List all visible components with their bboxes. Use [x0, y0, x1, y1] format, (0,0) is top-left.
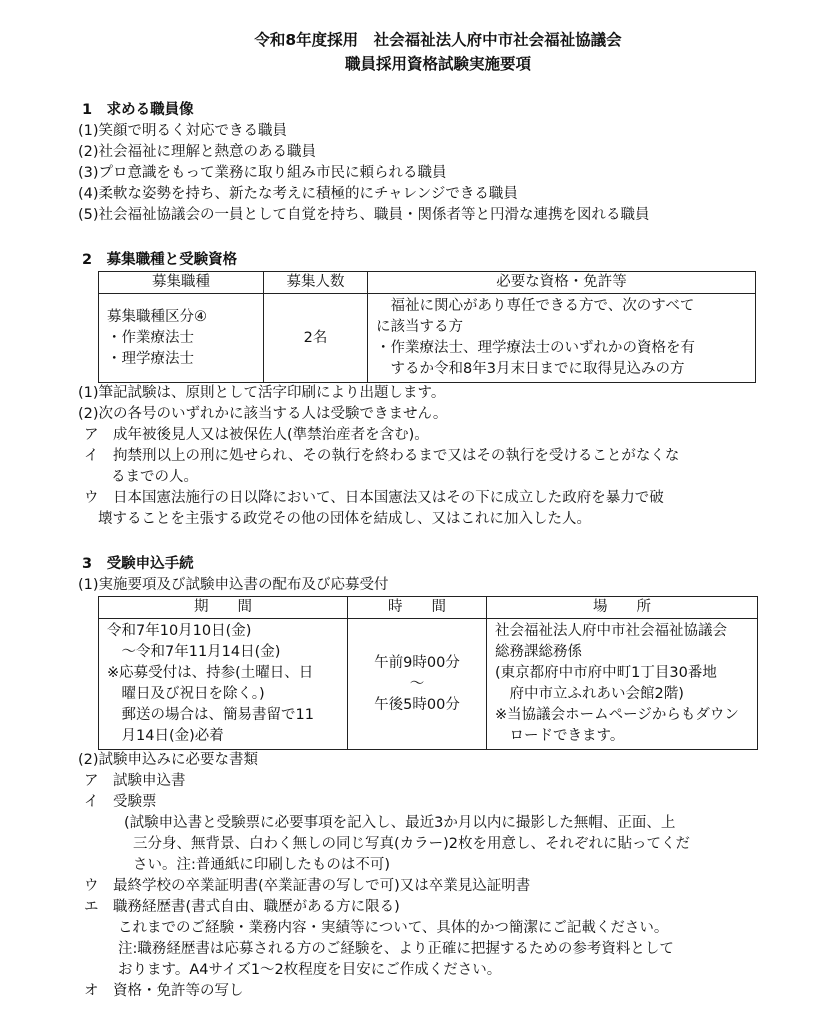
- section-2-heading: 2 募集職種と受験資格: [82, 252, 238, 268]
- period-line-5: 郵送の場合は、簡易書留で11: [107, 707, 314, 723]
- exam-note-2: (2)次の各号のいずれかに該当する人は受験できません。: [78, 406, 448, 422]
- recruitment-table: [98, 271, 756, 383]
- col-header-count: 募集人数: [264, 272, 368, 294]
- place-line-2: 総務課総務係: [495, 644, 582, 660]
- section-1-item-3: (3)プロ意識をもって業務に取り組み市民に頼られる職員: [78, 165, 447, 181]
- period-line-1: 令和7年10月10日(金): [107, 623, 252, 639]
- place-cell: [487, 619, 758, 750]
- job-type-ot: ・作業療法士: [107, 329, 194, 346]
- document-o: オ 資格・免許等の写し: [84, 983, 244, 999]
- section-3-sub-1: (1)実施要項及び試験申込書の配布及び応募受付: [78, 577, 389, 593]
- time-separator: ～: [409, 675, 425, 692]
- application-table-header-row: [99, 597, 758, 619]
- section-1-item-2: (2)社会福祉に理解と熱意のある職員: [78, 144, 317, 160]
- disqualification-i-line-1: イ 拘禁刑以上の刑に処せられ、その執行を終わるまで又はその執行を受けることがなくな: [84, 448, 680, 464]
- disqualification-u-line-2: 壊することを主張する政党その他の団体を結成し、又はこれに加入した人。: [98, 511, 591, 527]
- document-i-note-line-2: 三分身、無背景、白わく無しの同じ写真(カラー)2枚を用意し、それぞれに貼ってくだ: [133, 836, 691, 852]
- document-u: ウ 最終学校の卒業証明書(卒業証書の写しで可)又は卒業見込証明書: [84, 878, 531, 894]
- document-page: [78, 28, 778, 1002]
- col-header-job-type: 募集職種: [99, 272, 264, 294]
- period-line-3: ※応募受付は、持参(土曜日、日: [107, 665, 314, 681]
- period-cell: [99, 619, 348, 750]
- col-header-time: 時 間: [348, 597, 487, 619]
- section-1-item-4: (4)柔軟な姿勢を持ち、新たな考えに積極的にチャレンジできる職員: [78, 186, 518, 202]
- disqualification-i-line-2: るまでの人。: [111, 469, 198, 485]
- time-end: 午後5時00分: [374, 696, 460, 713]
- document-i-note-line-3: さい。注:普通紙に印刷したものは不可): [133, 857, 391, 873]
- application-table-row: [99, 619, 758, 750]
- section-3-heading: 3 受験申込手続: [82, 556, 194, 572]
- job-type-cell: [99, 294, 264, 383]
- title-line-1: 令和8年度採用 社会福祉法人府中市社会福祉協議会: [254, 31, 622, 49]
- document-e-line-2: 注:職務経歴書は応募される方のご経験を、より正確に把握するための参考資料として: [118, 941, 674, 957]
- section-1-item-5: (5)社会福祉協議会の一員として自覚を持ち、職員・関係者等と円滑な連携を図れる職員: [78, 207, 650, 223]
- document-e-line-1: これまでのご経験・業務内容・実績等について、具体的かつ簡潔にご記載ください。: [118, 920, 669, 936]
- period-line-2: ～令和7年11月14日(金): [107, 644, 281, 660]
- requirement-line-2: に該当する方: [376, 319, 463, 335]
- title-line-2: 職員採用資格試験実施要項: [344, 55, 531, 73]
- document-e-line-3: おります。A4サイズ1～2枚程度を目安にご作成ください。: [118, 962, 502, 978]
- requirements-cell: [368, 294, 756, 383]
- section-3-sub-2: (2)試験申込みに必要な書類: [78, 752, 259, 768]
- job-type-category: 募集職種区分④: [107, 308, 207, 325]
- requirement-line-1: 福祉に関心があり専任できる方で、次のすべて: [376, 298, 695, 314]
- section-1-heading: 1 求める職員像: [82, 102, 194, 118]
- document-i-note-line-1: (試験申込書と受験票に必要事項を記入し、最近3か月以内に撮影した無帽、正面、上: [124, 815, 676, 831]
- requirement-line-3: ・作業療法士、理学療法士のいずれかの資格を有: [376, 340, 695, 356]
- period-line-6: 月14日(金)必着: [107, 728, 224, 744]
- place-line-4: 府中市立ふれあい会館2階): [495, 686, 684, 702]
- col-header-place: 場 所: [487, 597, 758, 619]
- document-title: [98, 28, 778, 76]
- disqualification-a: ア 成年被後見人又は被保佐人(準禁治産者を含む)。: [84, 427, 429, 443]
- recruitment-table-row: [99, 294, 756, 383]
- application-table: [98, 596, 758, 750]
- section-1-item-1: (1)笑顔で明るく対応できる職員: [78, 123, 288, 139]
- place-line-5: ※当協議会ホームページからもダウン: [495, 707, 739, 723]
- disqualification-u-line-1: ウ 日本国憲法施行の日以降において、日本国憲法又はその下に成立した政府を暴力で破: [84, 490, 664, 506]
- time-cell: [348, 619, 487, 750]
- recruitment-table-header-row: [99, 272, 756, 294]
- document-e: エ 職務経歴書(書式自由、職歴がある方に限る): [84, 899, 400, 915]
- document-a: ア 試験申込書: [84, 773, 186, 789]
- job-type-pt: ・理学療法士: [107, 350, 194, 367]
- col-header-period: 期 間: [99, 597, 348, 619]
- requirement-line-4: するか令和8年3月末日までに取得見込みの方: [376, 361, 685, 377]
- count-cell: 2名: [264, 294, 368, 383]
- time-start: 午前9時00分: [374, 654, 460, 671]
- place-line-3: (東京都府中市府中町1丁目30番地: [495, 665, 717, 681]
- place-line-6: ロードできます。: [495, 728, 625, 744]
- col-header-requirements: 必要な資格・免許等: [368, 272, 756, 294]
- period-line-4: 曜日及び祝日を除く。): [107, 686, 265, 702]
- document-i: イ 受験票: [84, 794, 157, 810]
- exam-note-1: (1)筆記試験は、原則として活字印刷により出題します。: [78, 385, 446, 401]
- place-line-1: 社会福祉法人府中市社会福祉協議会: [495, 623, 727, 639]
